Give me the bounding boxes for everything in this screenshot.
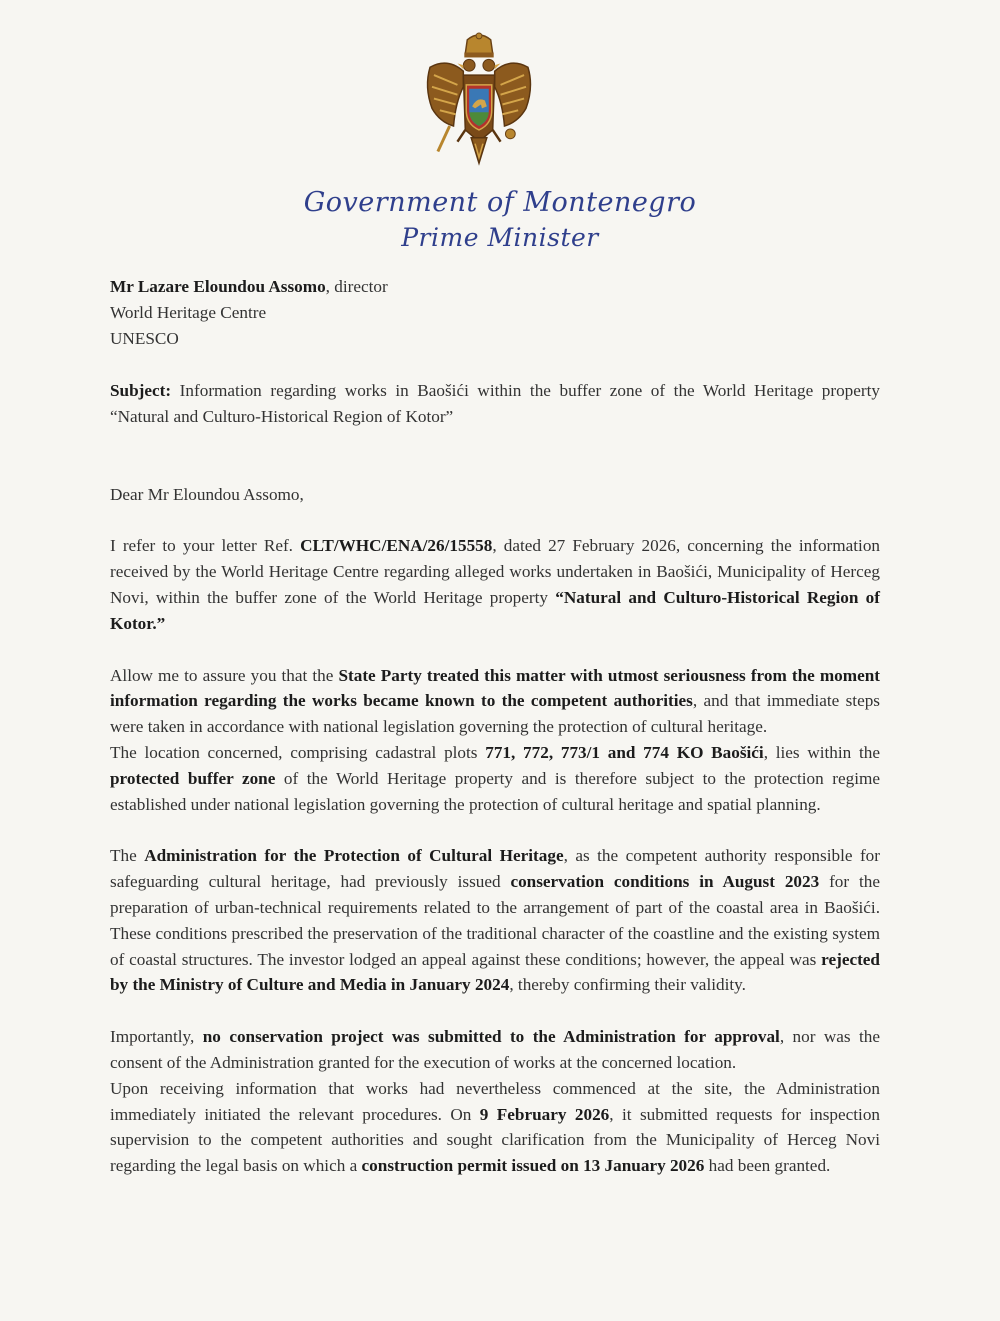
text-run: Importantly, bbox=[110, 1027, 203, 1047]
text-run: , it submitted requests for inspection supervision to the competent authorities and sought clarification from the Municipality of Herceg Novi regarding the legal basis on which a bbox=[110, 1104, 881, 1176]
text-run: , and that immediate steps were taken in accordance with national legislation governing the protection of cultural heritage. bbox=[110, 691, 880, 737]
text-run: The location concerned, comprising cadastral plots bbox=[110, 742, 486, 762]
text-run: Allow me to assure you that the bbox=[110, 665, 339, 685]
text-run: for the preparation of urban-technical requirements related to the arrangement of part of the coastal area in Baošići. These conditions prescribed the preservation of the traditional character of the coastline and the existing system of coastal structures. The investor lodged an appeal against these conditions; however, the appeal was bbox=[110, 872, 880, 969]
cadastral-plots: 771, 772, 773/1 and 774 KO Baošići bbox=[485, 742, 764, 762]
paragraph-assurance bbox=[110, 663, 880, 740]
subject-line bbox=[110, 378, 880, 430]
property-name: “Natural and Culturo-Historical Region of Kotor.” bbox=[110, 587, 880, 633]
recipient-org-unesco: UNESCO bbox=[110, 329, 179, 348]
bold-run: rejected by the Ministry of Culture and Media in January 2024 bbox=[110, 949, 880, 995]
bold-run: construction permit issued on 13 January 2026 bbox=[361, 1156, 705, 1176]
paragraph-administration bbox=[110, 843, 880, 998]
recipient-org: World Heritage Centre bbox=[110, 303, 267, 322]
bold-run: 9 February 2026 bbox=[479, 1104, 610, 1124]
paragraph-reference bbox=[110, 533, 880, 636]
text-run: I refer to your letter Ref. bbox=[110, 536, 301, 556]
bold-run: State Party treated this matter with utmost seriousness from the moment information regarding the works became known to the competent authorities bbox=[110, 665, 880, 711]
text-run: The bbox=[110, 846, 145, 866]
text-run: , dated 27 February 2026, concerning the information received by the World Heritage Centre regarding alleged works undertaken in Baošići, Municipality of Herceg Novi, within the buffer zone of the World Heritage property bbox=[110, 536, 881, 607]
text-run: had been granted. bbox=[704, 1156, 831, 1176]
letterhead bbox=[0, 186, 1000, 254]
text-run: Upon receiving information that works had nevertheless commenced at the site, the Administration immediately initiated the relevant procedures. On bbox=[110, 1078, 880, 1124]
paragraph-procedures bbox=[110, 1076, 880, 1179]
text-run: , thereby confirming their validity. bbox=[509, 975, 746, 995]
letterhead-prime-minister: Prime Minister bbox=[401, 223, 599, 252]
bold-run: no conservation project was submitted to the Administration for approval bbox=[202, 1027, 780, 1047]
text-run: of the World Heritage property and is therefore subject to the protection regime established under national legislation governing the protection of cultural heritage and spatial planning. bbox=[110, 768, 880, 814]
subject-label: Subject: bbox=[110, 381, 172, 400]
text-run: , lies within the bbox=[763, 742, 880, 762]
paragraph-location bbox=[110, 740, 880, 817]
salutation: Dear Mr Eloundou Assomo, bbox=[110, 484, 304, 504]
text-run: , nor was the consent of the Administration granted for the execution of works at the concerned location. bbox=[110, 1027, 880, 1072]
bold-run: conservation conditions in August 2023 bbox=[510, 872, 820, 892]
recipient-title: , director bbox=[325, 277, 388, 296]
recipient-line bbox=[110, 274, 880, 300]
letter-reference: CLT/WHC/ENA/26/15558 bbox=[300, 536, 493, 556]
letterhead-government: Government of Montenegro bbox=[303, 187, 697, 218]
bold-run: protected buffer zone bbox=[110, 768, 276, 788]
montenegro-coat-of-arms-icon bbox=[420, 32, 538, 174]
subject-text: Information regarding works in Baošići within the buffer zone of the World Heritage property “Natural and Culturo-Historical Region of Kotor” bbox=[110, 381, 880, 426]
bold-run: Administration for the Protection of Cultural Heritage bbox=[144, 846, 564, 866]
paragraph-importantly bbox=[110, 1024, 880, 1076]
recipient-name: Mr Lazare Eloundou Assomo bbox=[110, 277, 326, 296]
text-run: , as the competent authority responsible for safeguarding cultural heritage, had previously issued bbox=[110, 846, 880, 892]
letter-body bbox=[110, 274, 880, 1179]
recipient-address bbox=[110, 274, 880, 352]
